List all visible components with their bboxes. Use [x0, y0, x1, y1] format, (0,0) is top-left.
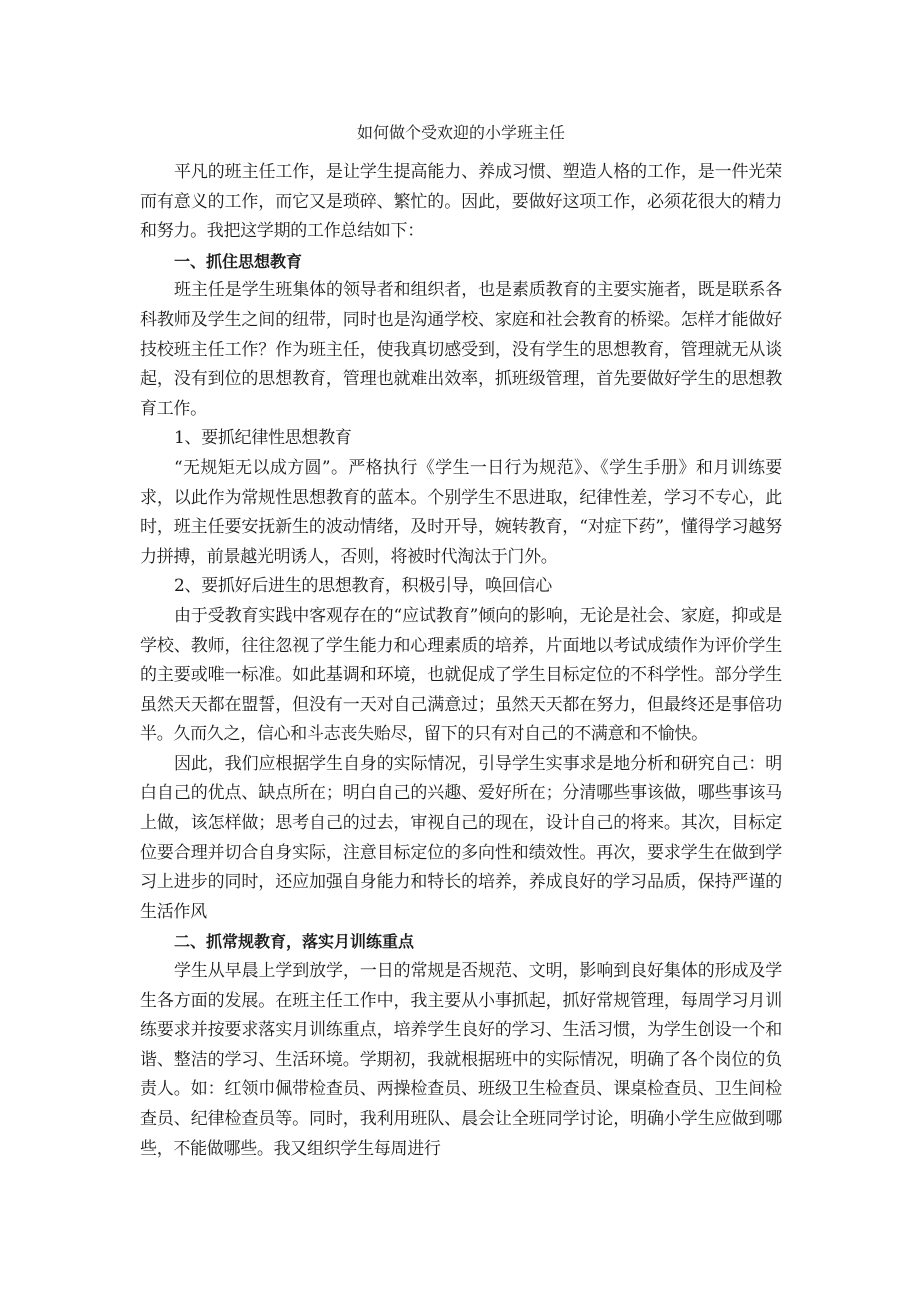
document-title: 如何做个受欢迎的小学班主任	[356, 123, 565, 142]
section-1-paragraph: 班主任是学生班集体的领导者和组织者，也是素质教育的主要实施者，既是联系各科教师及学生之间的纽带，同时也是沟通学校、家庭和社会教育的桥梁。怎样才能做好技校班主任工作？作为班主任，使我真切感受到，没有学生的思想教育，管理就无从谈起，没有到位的思想教育，管理也就难出效率，抓班级管理，首先要做好学生的思想教育工作。	[140, 280, 782, 419]
subsection-2-paragraph-2: 因此，我们应根据学生自身的实际情况，引导学生实事求是地分析和研究自己：明白自己的优点、缺点所在；明白自己的兴趣、爱好所在；分清哪些事该做，哪些事该马上做，该怎样做；思考自己的过去，审视自己的现在，设计自己的将来。其次，目标定位要合理并切合自身实际，注意目标定位的多向性和绩效性。再次，要求学生在做到学习上进步的同时，还应加强自身能力和特长的培养，养成良好的学习品质，保持严谨的生活作风	[140, 753, 782, 922]
document-page	[140, 118, 782, 1164]
section-2-paragraph: 学生从早晨上学到放学，一日的常规是否规范、文明，影响到良好集体的形成及学生各方面的发展。在班主任工作中，我主要从小事抓起，抓好常规管理，每周学习月训练要求并按要求落实月训练重点，培养学生良好的学习、生活习惯，为学生创设一个和谐、整洁的学习、生活环境。学期初，我就根据班中的实际情况，明确了各个岗位的负责人。如：红领巾佩带检查员、两操检查员、班级卫生检查员、课桌检查员、卫生间检查员、纪律检查员等。同时，我利用班队、晨会让全班同学讨论，明确小学生应做到哪些，不能做哪些。我又组织学生每周进行	[140, 961, 782, 1159]
subsection-1-paragraph: “无规矩无以成方圆”。严格执行《学生一日行为规范》、《学生手册》和月训练要求，以此作为常规性思想教育的蓝本。个别学生不思进取，纪律性差，学习不专心，此时，班主任要安抚新生的波动情绪，及时开导，婉转教育，“对症下药”，懂得学习越努力拼搏，前景越光明诱人，否则，将被时代淘汰于门外。	[140, 457, 782, 567]
section-2-heading: 二、抓常规教育，落实月训练重点	[174, 932, 415, 952]
subsection-1-heading: 1、要抓纪律性思想教育	[174, 428, 352, 449]
subsection-2-paragraph-1: 由于受教育实践中客观存在的“应试教育”倾向的影响，无论是社会、家庭，抑或是学校、教师，往往忽视了学生能力和心理素质的培养，片面地以考试成绩作为评价学生的主要或唯一标准。如此基调和环境，也就促成了学生目标定位的不科学性。部分学生虽然天天都在盟誓，但没有一天对自己满意过；虽然天天都在努力，但最终还是事倍功半。久而久之，信心和斗志丧失贻尽，留下的只有对自己的不满意和不愉快。	[140, 605, 782, 745]
intro-paragraph: 平凡的班主任工作，是让学生提高能力、养成习惯、塑造人格的工作，是一件光荣而有意义的工作，而它又是琐碎、繁忙的。因此，要做好这项工作，必须花很大的精力和努力。我把这学期的工作总结如下：	[140, 162, 782, 242]
subsection-2-heading: 2、要抓好后进生的思想教育，积极引导，唤回信心	[174, 576, 552, 597]
section-1-heading: 一、抓住思想教育	[174, 251, 303, 271]
